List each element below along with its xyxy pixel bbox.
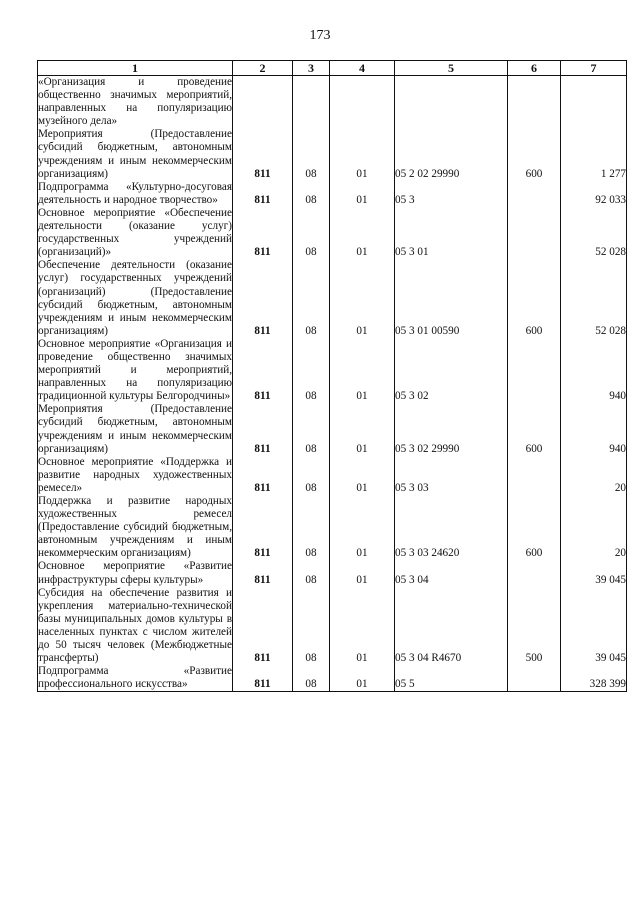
row-sum: 39 045 [561, 587, 627, 666]
row-sum: 39 045 [561, 560, 627, 586]
header-col-7: 7 [561, 61, 627, 76]
row-section: 08 [293, 338, 330, 403]
row-target-code: 05 2 02 29990 [395, 128, 508, 180]
row-name: Подпрограмма «Культурно-досуговая деятельность и народное творчество» [38, 180, 232, 206]
row-section: 08 [293, 456, 330, 495]
row-subsection [330, 76, 395, 129]
header-col-6: 6 [508, 61, 561, 76]
row-expense-type: 600 [508, 495, 561, 560]
row-expense-type: 600 [508, 403, 561, 455]
row-admin-code: 811 [233, 128, 293, 180]
row-target-code: 05 3 04 R4670 [395, 587, 508, 666]
row-target-code: 05 3 03 [395, 456, 508, 495]
row-subsection: 01 [330, 587, 395, 666]
row-sum: 940 [561, 403, 627, 455]
row-section: 08 [293, 403, 330, 455]
row-sum: 1 277 [561, 128, 627, 180]
row-admin-code: 811 [233, 495, 293, 560]
row-section: 08 [293, 207, 330, 259]
row-admin-code: 811 [233, 456, 293, 495]
row-expense-type [508, 456, 561, 495]
row-sum: 328 399 [561, 665, 627, 692]
row-admin-code: 811 [233, 665, 293, 692]
row-section: 08 [293, 128, 330, 180]
row-name: «Организация и проведение общественно значимых мероприятий, направленных на популяризацию музейного дела» [38, 76, 232, 128]
row-subsection: 01 [330, 456, 395, 495]
row-target-code: 05 3 [395, 181, 508, 207]
row-section: 08 [293, 259, 330, 338]
row-expense-type [508, 560, 561, 586]
row-admin-code: 811 [233, 560, 293, 586]
page-number: 173 [309, 28, 331, 43]
row-sum: 20 [561, 495, 627, 560]
row-target-code: 05 3 04 [395, 560, 508, 586]
row-name: Основное мероприятие «Развитие инфраструктуры сферы культуры» [38, 560, 232, 586]
row-section: 08 [293, 665, 330, 692]
row-admin-code: 811 [233, 207, 293, 259]
header-col-3: 3 [293, 61, 330, 76]
row-target-code: 05 3 01 00590 [395, 259, 508, 338]
row-subsection: 01 [330, 207, 395, 259]
row-name: Основное мероприятие «Организация и проведение общественно значимых мероприятий и мероприятий, направленных на популяризацию традиционной культуры Белгородчины» [38, 337, 232, 403]
row-expense-type: 600 [508, 128, 561, 180]
row-sum: 20 [561, 456, 627, 495]
row-admin-code: 811 [233, 403, 293, 455]
table-row [38, 403, 627, 455]
row-section: 08 [293, 495, 330, 560]
row-name: Подпрограмма «Развитие профессионального искусства» [38, 665, 232, 691]
row-expense-type [508, 76, 561, 129]
table-row [38, 560, 627, 586]
table-row [38, 456, 627, 495]
row-expense-type [508, 181, 561, 207]
row-subsection: 01 [330, 560, 395, 586]
table-row [38, 665, 627, 692]
row-target-code: 05 3 03 24620 [395, 495, 508, 560]
row-subsection: 01 [330, 181, 395, 207]
row-name: Основное мероприятие «Поддержка и развитие народных художественных ремесел» [38, 455, 232, 494]
row-sum: 52 028 [561, 259, 627, 338]
row-admin-code: 811 [233, 181, 293, 207]
row-name: Мероприятия (Предоставление субсидий бюджетным, автономным учреждениям и иным некоммерческим организациям) [38, 128, 232, 180]
row-name: Поддержка и развитие народных художественных ремесел (Предоставление субсидий бюджетным, автономным учреждениям и иным некоммерческим организациям) [38, 495, 232, 560]
row-expense-type: 600 [508, 259, 561, 338]
row-section: 08 [293, 587, 330, 666]
row-subsection: 01 [330, 338, 395, 403]
row-sum: 52 028 [561, 207, 627, 259]
table-row [38, 587, 627, 666]
header-col-2: 2 [233, 61, 293, 76]
row-subsection: 01 [330, 128, 395, 180]
table-row [38, 338, 627, 403]
row-target-code: 05 5 [395, 665, 508, 692]
row-sum: 92 033 [561, 181, 627, 207]
table-row [38, 259, 627, 338]
header-row [38, 61, 627, 76]
header-col-4: 4 [330, 61, 395, 76]
row-admin-code: 811 [233, 587, 293, 666]
table-row [38, 181, 627, 207]
row-expense-type [508, 338, 561, 403]
row-expense-type [508, 665, 561, 692]
header-col-5: 5 [395, 61, 508, 76]
row-section: 08 [293, 181, 330, 207]
header-col-1: 1 [38, 61, 233, 76]
row-sum: 940 [561, 338, 627, 403]
row-name: Субсидия на обеспечение развития и укрепления материально-технической базы муниципальных домов культуры в населенных пунктах с числом жителей до 50 тысяч человек (Межбюджетные трансферты) [38, 586, 232, 665]
row-section: 08 [293, 560, 330, 586]
table-row [38, 207, 627, 259]
row-subsection: 01 [330, 259, 395, 338]
table-row [38, 128, 627, 180]
row-target-code: 05 3 01 [395, 207, 508, 259]
row-section [293, 76, 330, 129]
row-name: Обеспечение деятельности (оказание услуг) государственных учреждений (организаций) (Предоставление субсидий бюджетным, автономным учреждениям и иным некоммерческим организациям) [38, 259, 232, 337]
row-name: Мероприятия (Предоставление субсидий бюджетным, автономным учреждениям и иным некоммерческим организациям) [38, 403, 232, 455]
budget-table [37, 60, 627, 692]
table-row [38, 495, 627, 560]
row-target-code: 05 3 02 29990 [395, 403, 508, 455]
row-subsection: 01 [330, 403, 395, 455]
row-admin-code: 811 [233, 338, 293, 403]
row-admin-code [233, 76, 293, 129]
row-target-code: 05 3 02 [395, 338, 508, 403]
row-name: Основное мероприятие «Обеспечение деятельности (оказание услуг) государственных учреждений (организаций)» [38, 206, 232, 259]
row-subsection: 01 [330, 495, 395, 560]
row-target-code [395, 76, 508, 129]
table-row [38, 76, 627, 129]
row-expense-type [508, 207, 561, 259]
row-admin-code: 811 [233, 259, 293, 338]
row-expense-type: 500 [508, 587, 561, 666]
row-sum [561, 76, 627, 129]
row-subsection: 01 [330, 665, 395, 692]
